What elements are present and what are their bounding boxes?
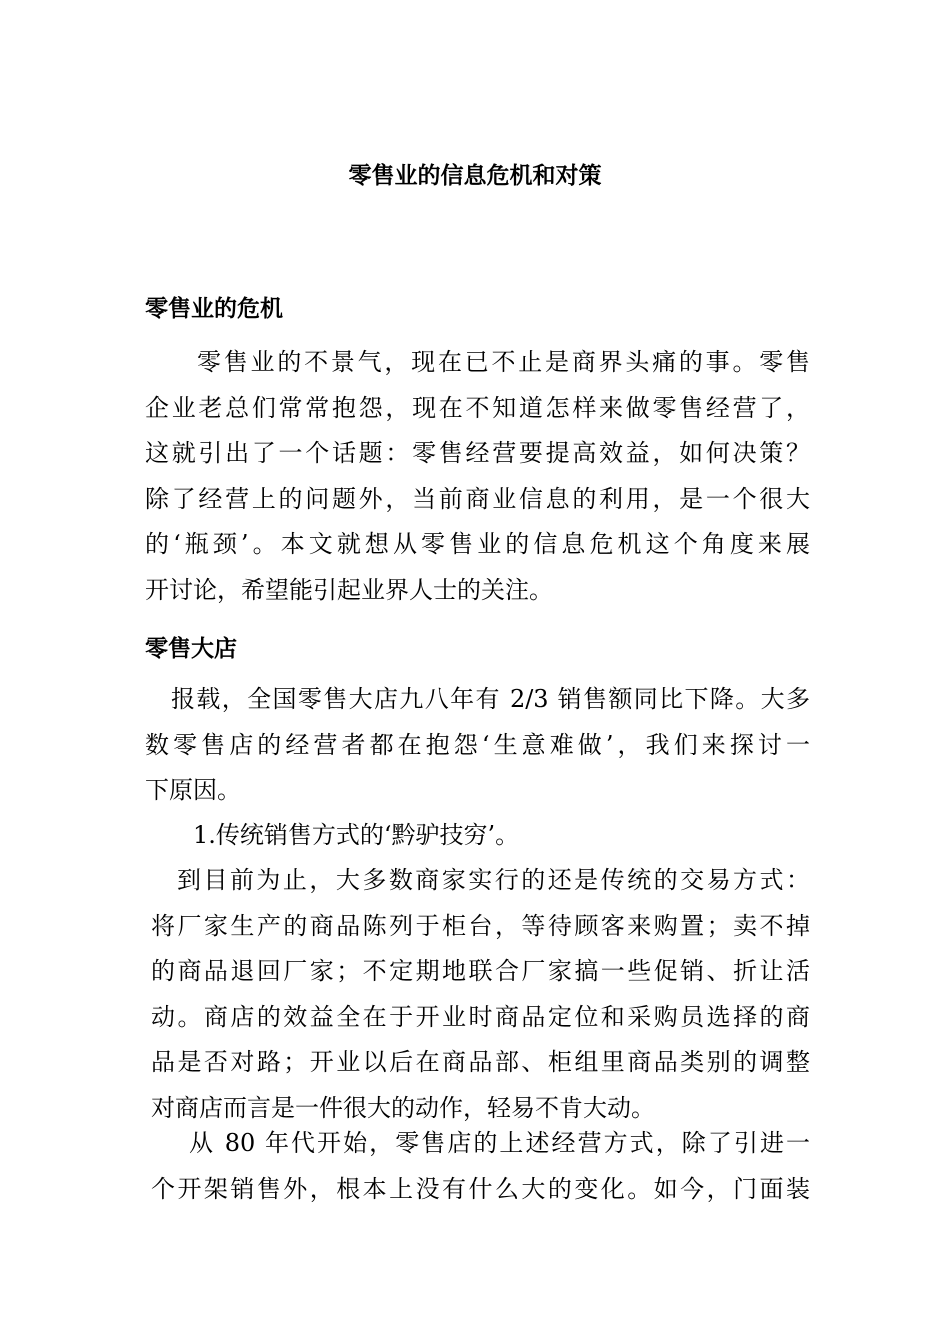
text-line: 开讨论，希望能引起业界人士的关注。 — [145, 575, 553, 604]
text-line: 到目前为止，大多数商家实行的还是传统的交易方式： — [177, 866, 810, 894]
text-line: 将厂家生产的商品陈列于柜台，等待顾客来购置；卖不掉 — [151, 911, 810, 940]
text-line: 除了经营上的问题外，当前商业信息的利用，是一个很大 — [145, 484, 810, 513]
paragraph-crisis-intro — [145, 340, 810, 613]
section-heading-large-stores: 零售大店 — [145, 636, 237, 662]
text-line: 企业老总们常常抱怨，现在不知道怎样来做零售经营了， — [145, 393, 810, 422]
text-line: 个开架销售外，根本上没有什么大的变化。如今，门面装 — [151, 1174, 810, 1203]
text-line: 下原因。 — [145, 776, 241, 804]
text-line: 数零售店的经营者都在抱怨‘生意难做’，我们来探讨一 — [145, 730, 810, 759]
text-line: 零售业的不景气，现在已不止是商界头痛的事。零售 — [197, 348, 810, 376]
text-line: 对商店而言是一件很大的动作，轻易不肯大动。 — [151, 1093, 655, 1122]
text-line: 这就引出了一个话题：零售经营要提高效益，如何决策？ — [145, 439, 810, 467]
text-line: 从 80 年代开始，零售店的上述经营方式，除了引进一 — [189, 1129, 810, 1157]
text-line: 的‘瓶颈’。本文就想从零售业的信息危机这个角度来展 — [145, 530, 810, 558]
paragraph-point-1 — [145, 813, 810, 859]
text-line: 品是否对路；开业以后在商品部、柜组里商品类别的调整 — [151, 1048, 810, 1076]
document-title: 零售业的信息危机和对策 — [348, 163, 602, 189]
text-line: 1.传统销售方式的‘黔驴技穷’。 — [193, 821, 520, 849]
paragraph-sales-decline — [145, 677, 810, 814]
text-line: 动。商店的效益全在于开业时商品定位和采购员选择的商 — [151, 1002, 810, 1031]
text-line: 报载，全国零售大店九八年有 2/3 销售额同比下降。大多 — [171, 685, 810, 713]
section-heading-crisis: 零售业的危机 — [145, 296, 283, 322]
paragraph-since-80s — [151, 1121, 810, 1212]
text-line: 的商品退回厂家；不定期地联合厂家搞一些促销、折让活 — [151, 957, 810, 985]
paragraph-traditional-trade — [151, 858, 810, 1131]
